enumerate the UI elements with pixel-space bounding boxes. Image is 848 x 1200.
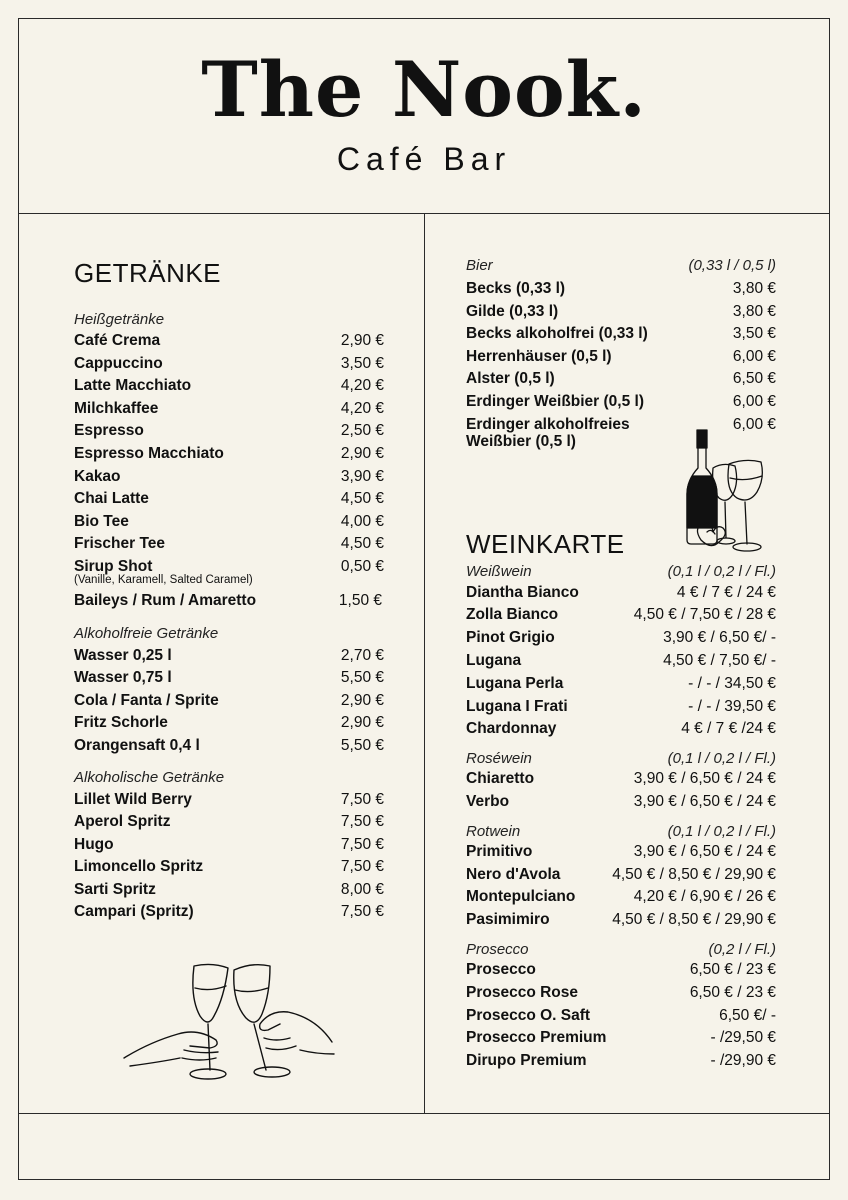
item-name: Aperol Spritz <box>74 813 171 831</box>
item-price: 3,90 € / 6,50 € / 24 € <box>633 842 776 860</box>
item-price: 7,50 € <box>340 813 384 831</box>
item-name: Verbo <box>466 792 510 810</box>
item-price: 7,50 € <box>340 858 384 876</box>
category-rotwein <box>466 823 776 840</box>
column-divider <box>424 213 425 1113</box>
menu-item <box>74 647 384 670</box>
item-price: 3,50 € <box>732 325 776 343</box>
item-name: Campari (Spritz) <box>74 903 194 921</box>
footer-divider <box>18 1113 830 1114</box>
item-price: 4 € / 7 € / 24 € <box>676 583 776 601</box>
item-name: Orangensaft 0,4 l <box>74 736 200 754</box>
item-price: 6,50 € <box>732 370 776 388</box>
item-price: 4 € / 7 € /24 € <box>681 720 776 738</box>
weinkarte-title: WEINKARTE <box>466 528 625 559</box>
wine-bottle-illustration <box>683 428 767 558</box>
item-price: 2,50 € <box>340 422 384 440</box>
item-name <box>74 558 253 587</box>
menu-item <box>74 513 384 536</box>
item-price: 4,00 € <box>340 512 384 530</box>
item-name: Cola / Fanta / Sprite <box>74 691 219 709</box>
menu-item <box>466 675 776 698</box>
menu-item <box>466 866 776 889</box>
item-name: Bio Tee <box>74 512 129 530</box>
item-price: 5,50 € <box>340 669 384 687</box>
item-name: Espresso <box>74 422 144 440</box>
item-price: 5,50 € <box>340 736 384 754</box>
item-price: 4,20 € <box>340 399 384 417</box>
item-price: - /29,50 € <box>710 1029 776 1047</box>
category-label: Heißgetränke <box>74 311 165 328</box>
item-price: 3,80 € <box>732 302 776 320</box>
category-sizes: (0,1 l / 0,2 l / Fl.) <box>667 822 776 840</box>
right-column <box>466 257 776 1075</box>
menu-item <box>74 377 384 400</box>
item-name: Baileys / Rum / Amaretto <box>74 591 257 609</box>
list-alkoholfrei <box>74 647 384 760</box>
menu-item <box>74 737 384 760</box>
menu-item <box>466 303 776 326</box>
menu-item <box>466 393 776 416</box>
item-price: - /29,90 € <box>710 1052 776 1070</box>
list-rosewein <box>466 770 776 816</box>
menu-item <box>74 881 384 904</box>
getraenke-column <box>74 258 384 926</box>
category-label: Bier <box>466 257 493 274</box>
item-price: 3,50 € <box>340 354 384 372</box>
menu-item <box>466 770 776 793</box>
menu-item <box>466 348 776 371</box>
category-alkoholfrei <box>74 625 384 642</box>
menu-item <box>466 961 776 984</box>
item-price: 3,90 € / 6,50 € / 24 € <box>633 770 776 788</box>
menu-item <box>466 325 776 348</box>
item-name: Prosecco <box>466 960 536 978</box>
item-name: Pasimimiro <box>466 911 550 929</box>
category-label: Weißwein <box>466 562 532 580</box>
category-alkoholisch <box>74 769 384 786</box>
category-label: Alkoholfreie Getränke <box>74 624 219 642</box>
getraenke-title: GETRÄNKE <box>74 258 222 288</box>
menu-item <box>466 720 776 743</box>
item-price: 6,00 € <box>732 392 776 410</box>
category-weisswein <box>466 563 776 580</box>
menu-item <box>74 669 384 692</box>
item-name: Diantha Bianco <box>466 583 579 601</box>
item-price: 7,50 € <box>340 835 384 853</box>
menu-item <box>466 652 776 675</box>
item-name: Gilde (0,33 l) <box>466 302 559 320</box>
menu-item <box>466 698 776 721</box>
menu-item <box>466 1029 776 1052</box>
item-name: Zolla Bianco <box>466 606 559 624</box>
menu-item <box>466 606 776 629</box>
menu-item <box>466 629 776 652</box>
item-price: 0,50 € <box>340 557 384 575</box>
menu-item <box>466 888 776 911</box>
item-price: 4,50 € / 7,50 € / 28 € <box>633 606 776 624</box>
menu-item <box>74 422 384 445</box>
item-price: 4,50 € <box>340 535 384 553</box>
item-name: Chai Latte <box>74 490 149 508</box>
item-price: 8,00 € <box>340 880 384 898</box>
category-sizes: (0,33 l / 0,5 l) <box>688 257 776 274</box>
category-sizes: (0,1 l / 0,2 l / Fl.) <box>667 562 776 580</box>
menu-item <box>74 592 384 615</box>
menu-item <box>74 791 384 814</box>
menu-item <box>466 911 776 934</box>
item-name-text: Sirup Shot <box>74 557 153 575</box>
list-alkoholisch <box>74 791 384 927</box>
item-name: Becks alkoholfrei (0,33 l) <box>466 325 648 343</box>
menu-item <box>74 400 384 423</box>
item-name: Prosecco Rose <box>466 983 578 1001</box>
item-price: 4,50 € / 8,50 € / 29,90 € <box>612 911 776 929</box>
menu-item <box>74 813 384 836</box>
menu-item <box>74 468 384 491</box>
category-sizes: (0,1 l / 0,2 l / Fl.) <box>667 750 776 768</box>
item-price: 3,80 € <box>732 280 776 297</box>
item-price: - / - / 39,50 € <box>688 697 776 715</box>
item-price: 7,50 € <box>340 903 384 921</box>
menu-item <box>74 714 384 737</box>
item-price: 2,90 € <box>340 691 384 709</box>
item-name: Wasser 0,75 l <box>74 669 172 687</box>
menu-item <box>466 280 776 303</box>
item-name: Cappuccino <box>74 354 163 372</box>
item-price: 1,50 € <box>338 591 382 609</box>
menu-item <box>466 984 776 1007</box>
item-name: Hugo <box>74 835 114 853</box>
item-name: Herrenhäuser (0,5 l) <box>466 347 612 365</box>
item-price: 6,00 € <box>732 347 776 365</box>
item-price: 3,90 € <box>340 467 384 485</box>
item-price: 6,50 €/ - <box>719 1006 776 1024</box>
item-name: Sarti Spritz <box>74 880 156 898</box>
menu-item <box>74 858 384 881</box>
item-name: Fritz Schorle <box>74 714 168 732</box>
item-name: Lugana I Frati <box>466 697 568 715</box>
item-price: 6,50 € / 23 € <box>689 983 776 1001</box>
item-name: Chardonnay <box>466 720 557 738</box>
brand-subtitle: Café Bar <box>336 141 512 177</box>
menu-item <box>466 370 776 393</box>
category-heissgetraenke <box>74 311 384 328</box>
menu-item <box>466 584 776 607</box>
item-name: Nero d'Avola <box>466 865 561 883</box>
menu-item <box>466 843 776 866</box>
item-price: 2,90 € <box>340 714 384 732</box>
menu-item <box>74 558 384 592</box>
brand-title: The Nook. <box>201 45 647 134</box>
menu-item <box>74 692 384 715</box>
list-prosecco <box>466 961 776 1075</box>
item-name: Lillet Wild Berry <box>74 790 192 808</box>
list-weisswein <box>466 584 776 744</box>
item-name: Pinot Grigio <box>466 629 555 647</box>
item-name: Prosecco O. Saft <box>466 1006 591 1024</box>
item-name: Erdinger alkoholfreies Weißbier (0,5 l) <box>466 415 630 450</box>
item-price: 2,90 € <box>340 332 384 349</box>
menu-item <box>466 1007 776 1030</box>
item-name: Kakao <box>74 467 121 485</box>
item-name: Primitivo <box>466 842 533 860</box>
category-rosewein <box>466 750 776 767</box>
category-sizes: (0,2 l / Fl.) <box>708 940 776 958</box>
item-name: Alster (0,5 l) <box>466 370 555 388</box>
item-price: 4,50 € / 8,50 € / 29,90 € <box>612 865 776 883</box>
item-name: Latte Macchiato <box>74 377 192 395</box>
item-name: Lugana <box>466 651 522 669</box>
item-name: Dirupo Premium <box>466 1052 587 1070</box>
item-price: 4,50 € / 7,50 €/ - <box>663 651 776 669</box>
item-note: (Vanille, Karamell, Salted Caramel) <box>74 573 253 586</box>
item-price: 3,90 € / 6,50 €/ - <box>663 629 776 647</box>
category-label: Alkoholische Getränke <box>74 768 225 786</box>
item-price: 3,90 € / 6,50 € / 24 € <box>633 792 776 810</box>
item-price: 7,50 € <box>340 790 384 808</box>
menu-item <box>74 445 384 468</box>
item-name: Lugana Perla <box>466 674 564 692</box>
item-name: Espresso Macchiato <box>74 444 224 462</box>
item-name: Café Crema <box>74 332 161 349</box>
item-price: 2,90 € <box>340 444 384 462</box>
category-label: Rotwein <box>466 822 521 840</box>
menu-item <box>74 836 384 859</box>
menu-item <box>74 490 384 513</box>
item-name: Chiaretto <box>466 770 535 788</box>
category-bier <box>466 257 776 274</box>
category-label: Prosecco <box>466 940 529 958</box>
item-name: Frischer Tee <box>74 535 166 553</box>
item-name: Limoncello Spritz <box>74 858 204 876</box>
item-name: Erdinger Weißbier (0,5 l) <box>466 392 645 410</box>
item-price: 6,00 € <box>732 415 776 433</box>
menu-item <box>466 1052 776 1075</box>
item-price: 4,20 € / 6,90 € / 26 € <box>633 888 776 906</box>
item-price: - / - / 34,50 € <box>688 674 776 692</box>
item-name: Montepulciano <box>466 888 576 906</box>
item-name: Becks (0,33 l) <box>466 280 566 297</box>
category-prosecco <box>466 941 776 958</box>
item-name: Wasser 0,25 l <box>74 646 172 664</box>
item-price: 2,70 € <box>340 646 384 664</box>
menu-item <box>74 332 384 355</box>
list-rotwein <box>466 843 776 934</box>
menu-item <box>466 793 776 816</box>
item-price: 6,50 € / 23 € <box>689 960 776 978</box>
item-price: 4,50 € <box>340 490 384 508</box>
menu-item <box>74 535 384 558</box>
menu-item <box>74 355 384 378</box>
menu-item <box>74 903 384 926</box>
item-name: Milchkaffee <box>74 399 159 417</box>
list-heissgetraenke <box>74 332 384 615</box>
item-name: Prosecco Premium <box>466 1029 607 1047</box>
category-label: Roséwein <box>466 750 532 768</box>
toasting-glasses-illustration <box>120 958 340 1090</box>
item-price: 4,20 € <box>340 377 384 395</box>
